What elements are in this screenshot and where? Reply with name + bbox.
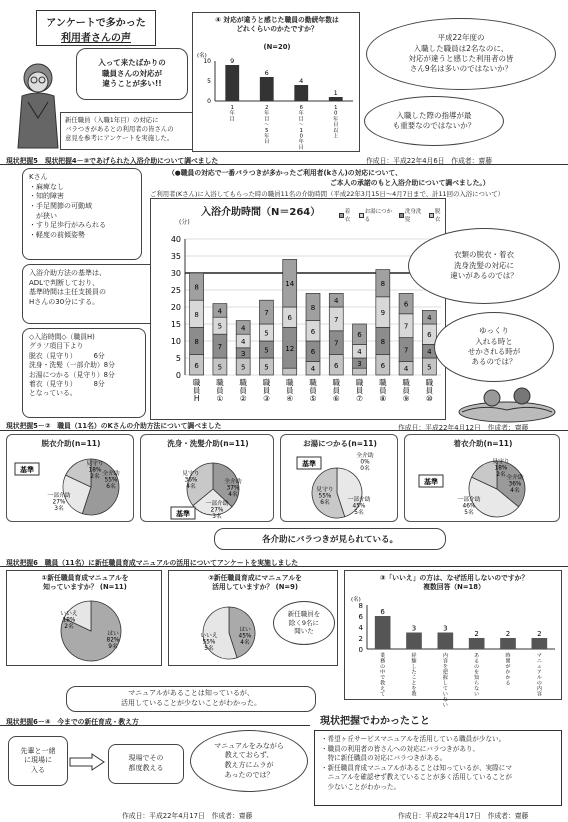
bath-segment-label: 7 [403,346,409,355]
flow-box-2-text: 現場でその 都度教える [128,754,164,772]
chart4-ytick: 5 [207,78,211,85]
bath-segment-label: 9 [380,309,386,318]
bath-segment-label: 5 [264,346,269,355]
k-standard-box [22,264,160,324]
chart4-panel [192,12,360,152]
k-profile-box [22,168,142,260]
bath-legend-label: 洗身洗髪 [404,209,422,223]
q2-title: ②新任職員育成にマニュアルを 活用していますか？ (N=9) [208,574,302,592]
q2-label: はい 45% 4名 [238,627,252,646]
bath-segment-label: 8 [380,338,386,346]
q1-title: ①新任職員育成マニュアルを 知っていますか？ (N=11) [41,574,129,592]
q1-pie-chart [7,571,163,667]
bath-ytick: 40 [170,235,181,244]
q3-value: 2 [537,630,542,638]
title-box [36,10,156,46]
bath-segment-label: 8 [194,310,199,319]
flow-arrow [70,754,106,770]
q3-bar [375,616,391,649]
q3-xlabel: 業務の中で教えて [380,653,386,698]
pie-chart-1 [141,435,275,523]
pie2-label: 全介助 0% 0名 [356,453,374,472]
q1-label: いいえ 18% 2名 [60,611,78,630]
findings-box [314,730,562,806]
voice-text: 入って来たばかりの 職員さんの対応が 違うことが多い!! [98,58,166,89]
bath-ytick: 15 [170,320,181,329]
flow-box-1-text: 先輩と一緒 に現場に 入る [20,746,56,774]
bath-bar-segment [283,368,297,375]
status52-header: 現状把握5－② 職員（11名）のKさんの介助方法について調べました [6,422,222,430]
bath-segment-label: 8 [194,283,199,292]
bath-segment-label: 6 [287,314,292,323]
bath-legend-label: 着衣 [344,209,351,223]
bath-segment-label: 4 [240,338,246,346]
bath-segment-label: 7 [334,339,339,348]
q2-label: いいえ 55% 5名 [200,633,218,652]
pie-panel-3 [404,434,560,522]
divider-4 [0,725,310,726]
q3-ytick: 6 [358,613,363,621]
chart4-bar [225,65,239,101]
chart4-value: 9 [230,57,235,65]
bath-segment-label: 4 [310,365,316,374]
bath-bar-segment [353,368,367,375]
bath-ytick: 35 [170,252,181,261]
bath-segment-label: 4 [240,324,246,333]
divider-1 [0,164,568,165]
q3-ytick: 2 [358,635,363,643]
q3-bar [500,638,516,649]
pie-conclusion-text: 各介助にバラつきが見られている。 [261,535,398,545]
q3-xlabel: マニュアルの内容 [536,653,542,698]
q1-panel [6,570,162,666]
chart4-xlabel: 2 年目～ 5 年目 [264,105,270,146]
pie-tag: 基準 [176,510,190,518]
q3-bar-chart [345,571,563,709]
intro-note-text: 新任職員（入職1年目）の対応に バラつきがあるとの利用者の皆さんの 意見を参考にアンケートを実施した。 [65,116,174,142]
q3-ytick: 0 [358,646,363,654]
bath-ytick: 25 [170,286,181,295]
q3-value: 2 [474,630,479,638]
bath-segment-label: 4 [427,348,432,357]
bath-segment-label: 3 [357,360,362,369]
q3-title: ③「いいえ」の方は、なぜ活用しないのですか？ 複数回答（N=18） [379,574,529,592]
chart4-value: 4 [299,77,304,85]
chart4-bar [260,77,274,101]
status52-date: 作成日：平成22年4月12日 作成者：齋藤 [398,424,529,432]
q2-panel [168,570,338,666]
q3-panel [344,570,562,709]
pie0-label: 全介助 55% 6名 [102,471,120,490]
q1-label: はい 82% 9名 [106,631,120,650]
chart4-xlabel: 1 0 年目以上 [333,105,339,140]
right-bubble1-text: 衣類の脱衣・着衣 洗身洗髪の対応に 違いがあるのでは？ [450,250,518,281]
bath-xlabel: 職員 ② [239,378,247,403]
k-profile-text: Kさん ・麻痺なし ・知的障害 ・手足関節の可動域 が狭い ・すり足歩行がみられる ・軽度の前傾姿勢 [29,173,106,239]
pie-panel-0 [6,434,134,522]
flow-cloud-text: マニュアルをみながら 教えておらず、 教え方にムラが あったのでは？ [214,741,284,779]
pie0-label: 見守り 18% 2名 [86,461,104,480]
pie-title-0: 脱衣介助(n=11) [41,439,101,448]
pie3-label: 全介助 36% 4名 [506,475,524,494]
findings-text: ・希望ヶ丘サービスマニュアルを活用している職員が少ない。 ・職員の利用者の皆さんへの対応にバラつきがあり、 特に新任職員の対応にバラつきがある。 ・新任職員育成マニュアルがあることは知っているが、実際にマ ニュアルを確認せず教えていることが多く活用していることが 少ないことがわかった。 [321,735,512,791]
pie-chart-3 [405,435,561,523]
q3-bar [438,633,454,650]
status5-header: 現状把握5 現状把握4－③であげられた入浴介助について調べました [6,157,219,165]
q3-bar [406,633,422,650]
bath-segment-label: 6 [334,361,339,370]
bottom-left-date: 作成日：平成22年4月17日 作成者：齋藤 [122,812,253,820]
bath-chart-plot [151,199,447,421]
status5-sub2: ご本人の承諾のもと入浴介助について調べました。） [330,179,490,187]
bath-segment-label: 4 [403,365,409,374]
manual-note-text: マニュアルがあることは知っているが、 活用していることが少ないことがわかった。 [121,689,261,707]
h-steps-text: ◇入浴時間◇（職員H) グラフ項目下より 脱衣（見守り） 6分 洗身・洗髪（一部介助）8分 お湯につかる（見守り）8分 着衣（見守り） 8分 となっている。 [29,333,115,398]
q3-xlabel: あるのを知らない [474,653,480,698]
top-right-bubble2-text: 入職した際の指導が最 も重要なのではないか？ [392,110,476,130]
elderly-person-illustration [8,58,68,150]
flow-cloud [190,730,308,792]
bath-segment-label: 3 [240,349,246,358]
q3-ytick: 4 [358,624,363,632]
status64-header: 現状把握6－④ 今までの新任育成・教え方 [6,718,139,726]
bath-xlabel: 職員 ④ [285,378,294,403]
bath-segment-label: 7 [403,322,409,331]
q3-bar [532,638,548,649]
chart4-title: ④ 対応が違うと感じた職員の勤続年数は どれくらいのかたですか？ [215,16,339,34]
k-standard-text: 入浴介助方法の基準は、 ADLで判断しており、 基準時間は主任支援員の Hさんの30分にする。 [29,269,106,306]
pie1-label: 一部介助 27% 3名 [205,501,229,520]
pie2-label: 一部介助 45% 5名 [347,497,371,516]
chart4-bar [329,97,343,101]
bath-chart-panel [150,198,446,420]
pie3-label: 見守り 18% 2名 [492,459,510,478]
right-bubble2 [434,312,554,382]
bath-ytick: 30 [170,269,181,278]
intro-note [60,112,194,150]
bath-segment-label: 5 [217,322,223,331]
bath-segment-label: 12 [285,344,295,353]
chart4-value: 6 [264,69,269,77]
bath-segment-label: 6 [357,331,362,340]
bath-legend-label: お湯につかる [364,209,393,223]
bottom-right-date: 作成日：平成22年4月17日 作成者：齋藤 [398,812,529,820]
bath-segment-label: 6 [380,361,386,370]
pie-panel-1 [140,434,274,522]
pie-title-3: 着衣介助(n=11) [453,439,513,448]
chart4-value: 1 [333,89,338,97]
pie1-label: 見守り 36% 4名 [182,471,200,490]
bath-xlabel: 職員 ⑥ [332,378,341,403]
bathing-illustration [452,382,562,424]
manual-note-box [66,686,316,712]
pie-tag: 基準 [302,460,316,468]
bath-segment-label: 7 [334,315,339,324]
bath-segment-label: 7 [217,343,223,352]
bath-xlabel: 職員 ⑨ [402,378,410,403]
divider-2 [0,430,568,431]
bath-chart-title: 入浴介助時間（N＝264） [201,207,321,218]
q3-xlabel: 経験したことを教 [411,653,417,698]
q3-value: 3 [411,624,417,633]
q3-xlabel: 時間がかかる [505,653,511,687]
pie-tag: 基準 [424,478,438,486]
pie3-label: 一部介助 46% 5名 [457,497,481,516]
bath-segment-label: 6 [194,361,199,370]
bath-segment-label: 14 [285,280,295,289]
pie-panel-2 [280,434,398,522]
bath-segment-label: 6 [403,300,409,309]
bath-legend-label: 脱衣 [434,209,441,223]
q3-ytick: 8 [358,602,363,610]
right-bubble2-text: ゆっくり 入れる時と せかされる時が あるのでは？ [467,326,521,367]
title-line2: 利用者さんの声 [61,33,131,44]
chart4-plot [193,49,361,153]
q3-value: 2 [505,630,511,638]
pie2-label: 見守り 55% 6名 [316,487,334,506]
bath-xlabel: 職員 H [192,378,201,403]
bath-xlabel: 職員 ⑦ [355,378,364,403]
status5-date: 作成日：平成22年4月6日 作成者：齋藤 [366,157,493,165]
bath-segment-label: 5 [217,363,223,372]
bath-segment-label: 8 [380,280,386,289]
bath-segment-label: 5 [264,363,269,372]
top-right-bubble-text: 平成22年度の 入職した職員は2名なのに、 対応が違うと感じた利用者の皆 さん9名は多いのではないか？ [408,33,514,74]
bath-segment-label: 5 [427,363,432,372]
pie1-label: 全介助 37% 4名 [224,479,242,498]
status6-header: 現状把握6 職員（11名）に新任職員育成マニュアルの活用についてアンケートを実施しました [6,559,299,567]
status5-sub3: ご利用者(Kさん)に入浴してもらった時の職員11名の介助時間（平成22年3月15日～4月7日まで、計11回の入浴について） [150,190,505,198]
chart4-bar [294,85,308,101]
chart4-unit: (名) [197,53,207,59]
chart4-ytick: 0 [207,98,211,105]
chart4-ytick: 10 [203,58,211,65]
pie-tag: 基準 [20,466,34,474]
bath-ytick: 0 [175,371,181,380]
chart4-n: (N=20) [263,43,291,51]
flow-box-2 [108,744,184,784]
bath-xlabel: 職員 ⑤ [309,378,317,403]
pie-conclusion-box [214,528,446,550]
title-line1: アンケートで多かった [46,18,146,29]
pie-chart-2 [281,435,399,523]
pie0-label: 一部介助 27% 3名 [47,493,71,512]
right-bubble1 [408,228,560,304]
q2-note-text: 新任職員を 除く9名に 聞いた [287,609,321,636]
bath-xlabel: 職員 ③ [262,378,271,403]
bath-ytick: 10 [170,337,181,346]
status5-sub1: （●職員の対応で一番バラつきが多かったご利用者(kさん)の対応について、 [168,169,402,177]
chart4-xlabel: 6 年目～ 1 0 年目 [298,105,304,151]
findings-title: 現状把握でわかったこと [320,716,430,727]
bath-segment-label: 7 [264,309,269,318]
bath-segment-label: 8 [194,338,199,346]
flow-box-1 [8,736,68,786]
bath-segment-label: 6 [310,327,316,336]
chart4-xlabel: 1 年目 [229,105,235,123]
bath-xlabel: 職員 ① [216,378,224,403]
bath-segment-label: 5 [240,363,246,372]
bath-xlabel: 職員 ⑩ [425,378,434,403]
h-steps-box [22,328,146,418]
q3-value: 3 [443,624,448,633]
pie-title-2: お湯につかる(n=11) [303,439,377,448]
bath-segment-label: 4 [217,307,223,316]
q3-xlabel: 内容を把握していない [442,653,448,709]
bath-segment-label: 6 [427,331,432,340]
pie-chart-0 [7,435,135,523]
q3-bar [469,638,485,649]
top-right-bubble2 [364,96,504,146]
bath-segment-label: 8 [310,304,316,312]
bath-ytick: 20 [170,303,181,312]
bath-segment-label: 5 [264,329,269,338]
divider-3 [0,566,568,567]
voice-bubble [76,48,188,100]
bath-segment-label: 4 [427,314,432,323]
bath-xlabel: 職員 ⑧ [379,378,387,403]
bath-ytick: 5 [175,354,181,363]
q3-unit: (名) [351,597,361,603]
bath-segment-label: 4 [357,348,362,357]
pie-title-1: 洗身・洗髪介助(n=11) [167,439,249,448]
bath-chart-unit: (分) [179,219,190,226]
top-right-bubble [366,18,556,90]
bath-segment-label: 4 [334,297,339,306]
q3-value: 6 [380,608,385,616]
bath-segment-label: 6 [310,348,316,357]
q2-note-bubble [273,601,335,645]
